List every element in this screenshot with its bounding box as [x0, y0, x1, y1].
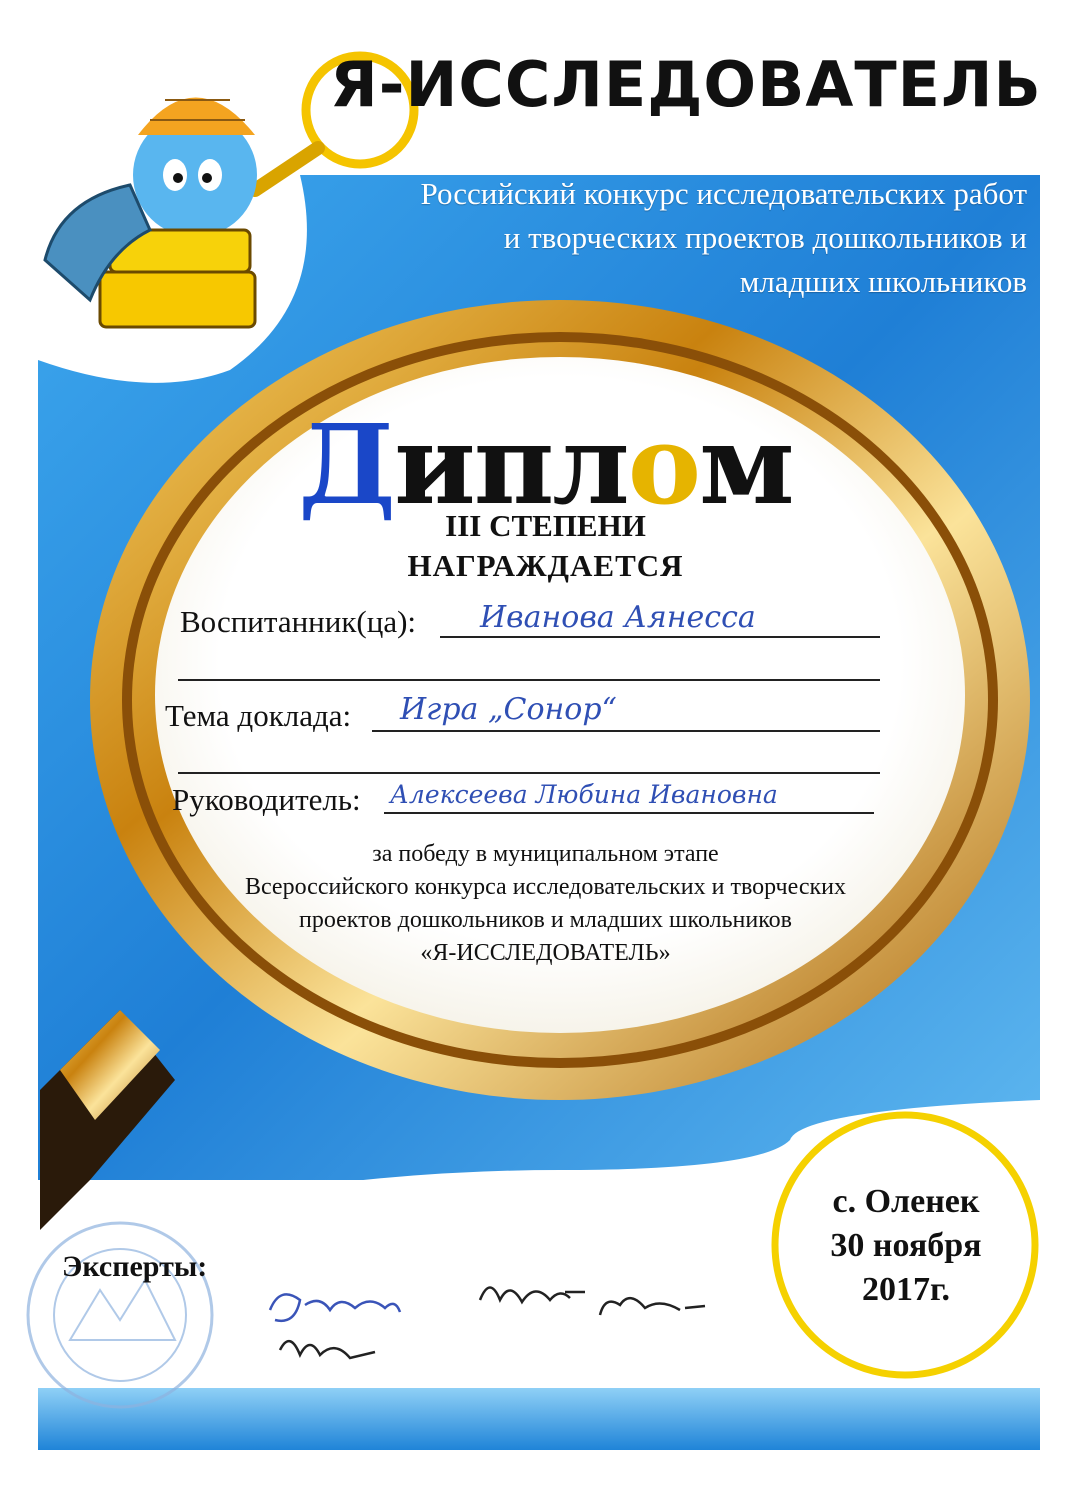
diploma-title: Диплом — [298, 400, 793, 529]
signature-1 — [270, 1294, 400, 1320]
subtitle-line: и творческих проектов дошкольников и — [503, 220, 1027, 255]
reason-line: Всероссийского конкурса исследовательских и творческих — [244, 874, 847, 900]
subtitle-line: младших школьников — [739, 264, 1027, 299]
supervisor-value: Алексеева Любина Ивановна — [390, 780, 778, 809]
place-date — [786, 1180, 1026, 1312]
reason-line: за победу в муниципальном этапе — [372, 841, 719, 867]
blank-line — [178, 772, 880, 774]
reason-line: «Я-ИССЛЕДОВАТЕЛЬ» — [420, 940, 671, 966]
topic-value: Игра „Сонор“ — [400, 692, 617, 727]
book-bottom — [100, 272, 255, 327]
experts-label: Эксперты: — [62, 1250, 208, 1283]
degree-text: III СТЕПЕНИ — [445, 508, 646, 543]
date: 30 ноября — [830, 1227, 982, 1264]
pupil-underline — [440, 636, 880, 638]
subtitle-line: Российский конкурс исследовательских работ — [420, 176, 1027, 211]
logo-title: Я-ИССЛЕДОВАТЕЛЬ — [330, 48, 1042, 121]
topic-underline — [372, 730, 880, 732]
supervisor-underline — [384, 812, 874, 814]
pupil-label: Воспитанник(ца): — [180, 604, 417, 639]
award-reason — [0, 838, 1091, 970]
place: с. Оленек — [832, 1183, 980, 1220]
supervisor-label: Руководитель: — [172, 782, 361, 817]
pupil-value: Иванова Аянесса — [480, 600, 756, 635]
signature-3 — [480, 1288, 585, 1303]
signature-2 — [280, 1341, 375, 1358]
contest-subtitle — [307, 172, 1027, 304]
blank-line — [178, 679, 880, 681]
signature-4 — [600, 1298, 705, 1315]
signatures — [260, 1270, 730, 1380]
awarded-text: НАГРАЖДАЕТСЯ — [407, 548, 684, 583]
reason-line: проектов дошкольников и младших школьников — [298, 907, 793, 933]
bottom-bar — [38, 1388, 1040, 1450]
topic-label: Тема доклада: — [165, 698, 352, 733]
year: 2017г. — [861, 1271, 951, 1308]
